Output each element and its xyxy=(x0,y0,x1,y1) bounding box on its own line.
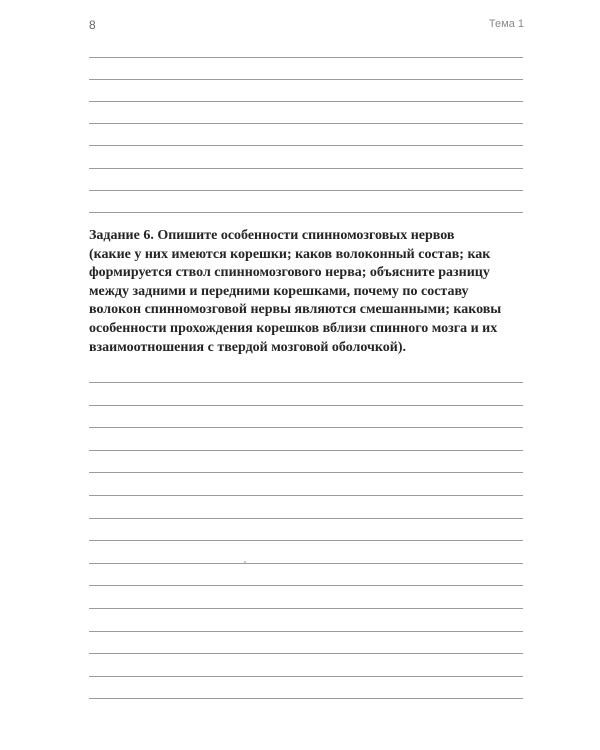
answer-rule-line xyxy=(89,563,523,564)
answer-rule-line xyxy=(89,405,523,406)
answer-rule-line xyxy=(89,123,523,124)
answer-rule-line xyxy=(89,57,523,58)
answer-rule-line xyxy=(89,518,523,519)
task-line: особенности прохождения корешков вблизи спинного мозга и их xyxy=(89,320,498,336)
answer-rule-line xyxy=(89,540,523,541)
answer-rule-line xyxy=(89,79,523,80)
answer-rule-line xyxy=(89,382,523,383)
answer-rule-line xyxy=(89,631,523,632)
page-number: 8 xyxy=(89,18,96,32)
task-line: формируется ствол спинномозгового нерва; объясните разницу xyxy=(89,265,490,281)
task-line: взаимоотношения с твердой мозговой оболочкой). xyxy=(89,339,407,355)
answer-rule-line xyxy=(89,427,523,428)
answer-rule-line xyxy=(89,450,523,451)
answer-rule-line xyxy=(89,495,523,496)
answer-rule-line xyxy=(89,653,523,654)
task-line: (какие у них имеются корешки; каков волоконный состав; как xyxy=(89,246,491,262)
answer-rule-line xyxy=(89,190,523,191)
answer-rule-line xyxy=(89,212,523,213)
task-6-text xyxy=(89,227,529,357)
answer-rule-line xyxy=(89,168,523,169)
answer-rule-line xyxy=(89,101,523,102)
running-header-section: Тема 1 xyxy=(488,18,524,30)
task-line: Задание 6. Опишите особенности спинномозговых нервов xyxy=(89,228,455,243)
task-line: между задними и передними корешками, почему по составу xyxy=(89,283,469,299)
answer-rule-line xyxy=(89,698,523,699)
answer-rule-line xyxy=(89,676,523,677)
answer-rule-line xyxy=(89,608,523,609)
task-line: волокон спинномозговой нервы являются смешанными; каковы xyxy=(89,302,502,318)
answer-rule-line xyxy=(89,585,523,586)
answer-rule-line xyxy=(89,145,523,146)
answer-rule-line xyxy=(89,472,523,473)
paper-speck xyxy=(244,561,246,563)
